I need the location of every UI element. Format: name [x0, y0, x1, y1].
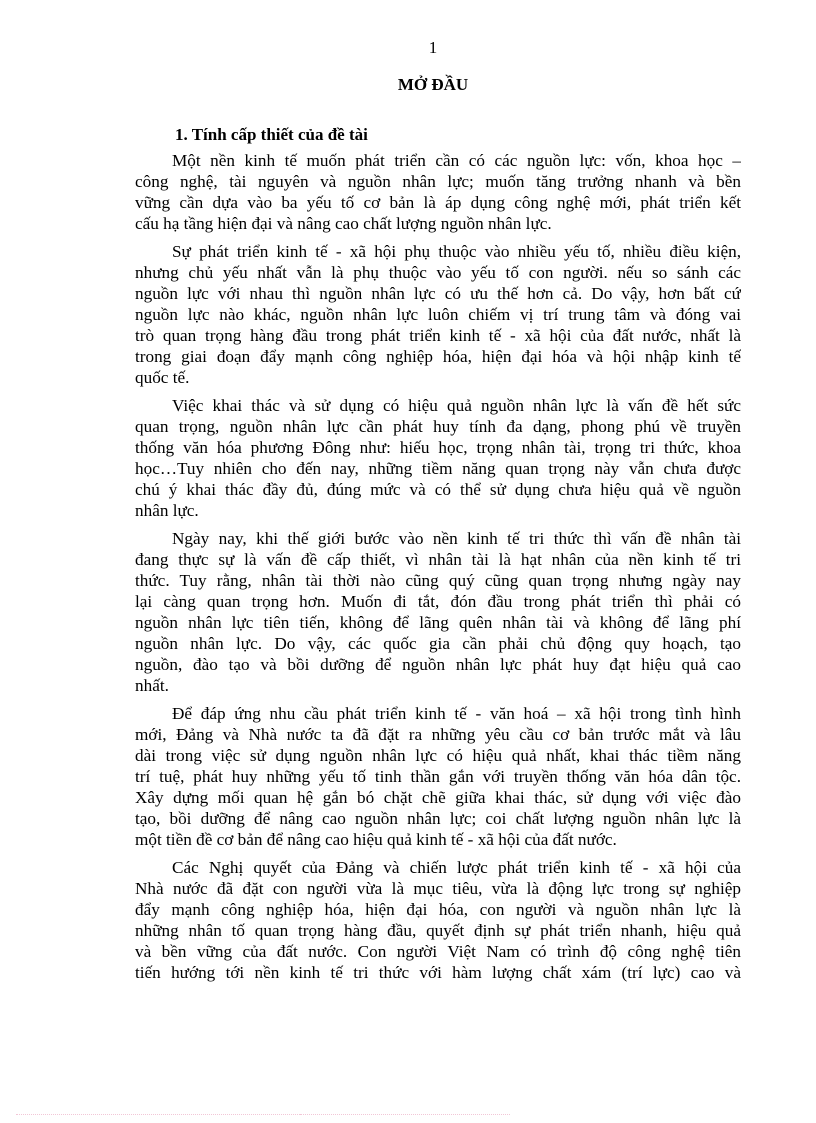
text-line: nguồn lực với nhau thì nguồn nhân lực có ưu thế hơn cả. Do vậy, hơn bất cứ	[135, 284, 741, 303]
text-line: nhân lực.	[135, 501, 199, 520]
paragraph	[135, 857, 741, 983]
text-line: học…Tuy nhiên cho đến nay, những tiềm năng quan trọng này vẫn chưa được	[135, 459, 741, 478]
text-line: vững cần dựa vào ba yếu tố cơ bản là áp dụng công nghệ mới, phát triển kết	[135, 193, 741, 212]
text-line: thống văn hóa phương Đông như: hiếu học, trọng nhân tài, trọng tri thức, khoa	[135, 438, 741, 457]
text-line: trí tuệ, phát huy những yếu tố tinh thần gắn với truyền thống văn hóa dân tộc.	[135, 767, 741, 786]
section-heading: 1. Tính cấp thiết của đề tài	[175, 125, 368, 144]
paragraph	[135, 528, 741, 696]
text-line: công nghệ, tài nguyên và nguồn nhân lực; muốn tăng trưởng nhanh và bền	[135, 172, 741, 191]
text-line: Sự phát triển kinh tế - xã hội phụ thuộc vào nhiều yếu tố, nhiều điều kiện,	[172, 242, 741, 261]
document-body	[135, 150, 741, 990]
text-line: Nhà nước đã đặt con người vừa là mục tiêu, vừa là động lực trong sự nghiệp	[135, 879, 741, 898]
text-line: Ngày nay, khi thế giới bước vào nền kinh tế tri thức thì vấn đề nhân tài	[172, 529, 741, 548]
text-line: nhưng chủ yếu nhất vẫn là phụ thuộc vào yếu tố con người. nếu so sánh các	[135, 263, 741, 282]
text-line: nhất.	[135, 676, 169, 695]
page-bottom-dotted-divider	[300, 1114, 510, 1115]
text-line: lại càng quan trọng hơn. Muốn đi tắt, đón đầu trong phát triển thì phải có	[135, 592, 741, 611]
text-line: Một nền kinh tế muốn phát triển cần có các nguồn lực: vốn, khoa học –	[172, 151, 741, 170]
text-line: đẩy mạnh công nghiệp hóa, hiện đại hóa, con người và nguồn nhân lực là	[135, 900, 741, 919]
text-line: nguồn, đào tạo và bồi dưỡng để nguồn nhân lực phát huy đạt hiệu quả cao	[135, 655, 741, 674]
text-line: nguồn nhân lực. Do vậy, các quốc gia cần phải chủ động quy hoạch, tạo	[135, 634, 741, 653]
paragraph	[135, 703, 741, 850]
text-line: chú ý khai thác đầy đủ, đúng mức và có thể sử dụng chưa hiệu quả về nguồn	[135, 480, 741, 499]
paragraph	[135, 150, 741, 234]
text-line: những nhân tố quan trọng hàng đầu, quyết định sự phát triển nhanh, hiệu quả	[135, 921, 741, 940]
document-title: MỞ ĐẦU	[397, 75, 469, 94]
text-line: một tiền đề cơ bản để nâng cao hiệu quả kinh tế - xã hội của đất nước.	[135, 830, 617, 849]
text-line: cấu hạ tầng hiện đại và nâng cao chất lượng nguồn nhân lực.	[135, 214, 552, 233]
text-line: mới, Đảng và Nhà nước ta đã đặt ra những yêu cầu cơ bản trước mắt và lâu	[135, 725, 741, 744]
text-line: nguồn nhân lực tiên tiến, không để lãng quên nhân tài và không để lãng phí	[135, 613, 741, 632]
text-line: tiến hướng tới nền kinh tế tri thức với hàm lượng chất xám (trí lực) cao và	[135, 963, 741, 982]
page-number: 1	[428, 38, 438, 57]
text-line: Việc khai thác và sử dụng có hiệu quả nguồn nhân lực là vấn đề hết sức	[172, 396, 741, 415]
paragraph	[135, 395, 741, 521]
text-line: quan trọng, nguồn nhân lực cần phát huy tính đa dạng, phong phú về truyền	[135, 417, 741, 436]
text-line: Xây dựng mối quan hệ gắn bó chặt chẽ giữa khai thác, sử dụng với việc đào	[135, 788, 741, 807]
text-line: thức. Tuy rằng, nhân tài thời nào cũng quý cũng quan trọng nhưng ngày nay	[135, 571, 741, 590]
text-line: đang thực sự là vấn đề cấp thiết, vì nhân tài là hạt nhân của nền kinh tế tri	[135, 550, 741, 569]
text-line: trò quan trọng hàng đầu trong phát triển kinh tế - xã hội của đất nước, nhất là	[135, 326, 741, 345]
text-line: tạo, bồi dưỡng để nâng cao nguồn nhân lực; coi chất lượng nguồn nhân lực là	[135, 809, 741, 828]
text-line: quốc tế.	[135, 368, 190, 387]
paragraph	[135, 241, 741, 388]
text-line: Để đáp ứng nhu cầu phát triển kinh tế - văn hoá – xã hội trong tình hình	[172, 704, 741, 723]
text-line: Các Nghị quyết của Đảng và chiến lược phát triển kinh tế - xã hội của	[172, 858, 741, 877]
text-line: nguồn lực nào khác, nguồn nhân lực luôn chiếm vị trí trung tâm và đóng vai	[135, 305, 741, 324]
text-line: và bền vững của đất nước. Con người Việt Nam có trình độ công nghệ tiên	[135, 942, 741, 961]
text-line: trong giai đoạn đẩy mạnh công nghiệp hóa, hiện đại hóa và hội nhập kinh tế	[135, 347, 741, 366]
text-line: dài trong việc sử dụng nguồn nhân lực có hiệu quả nhất, khai thác tiềm năng	[135, 746, 741, 765]
